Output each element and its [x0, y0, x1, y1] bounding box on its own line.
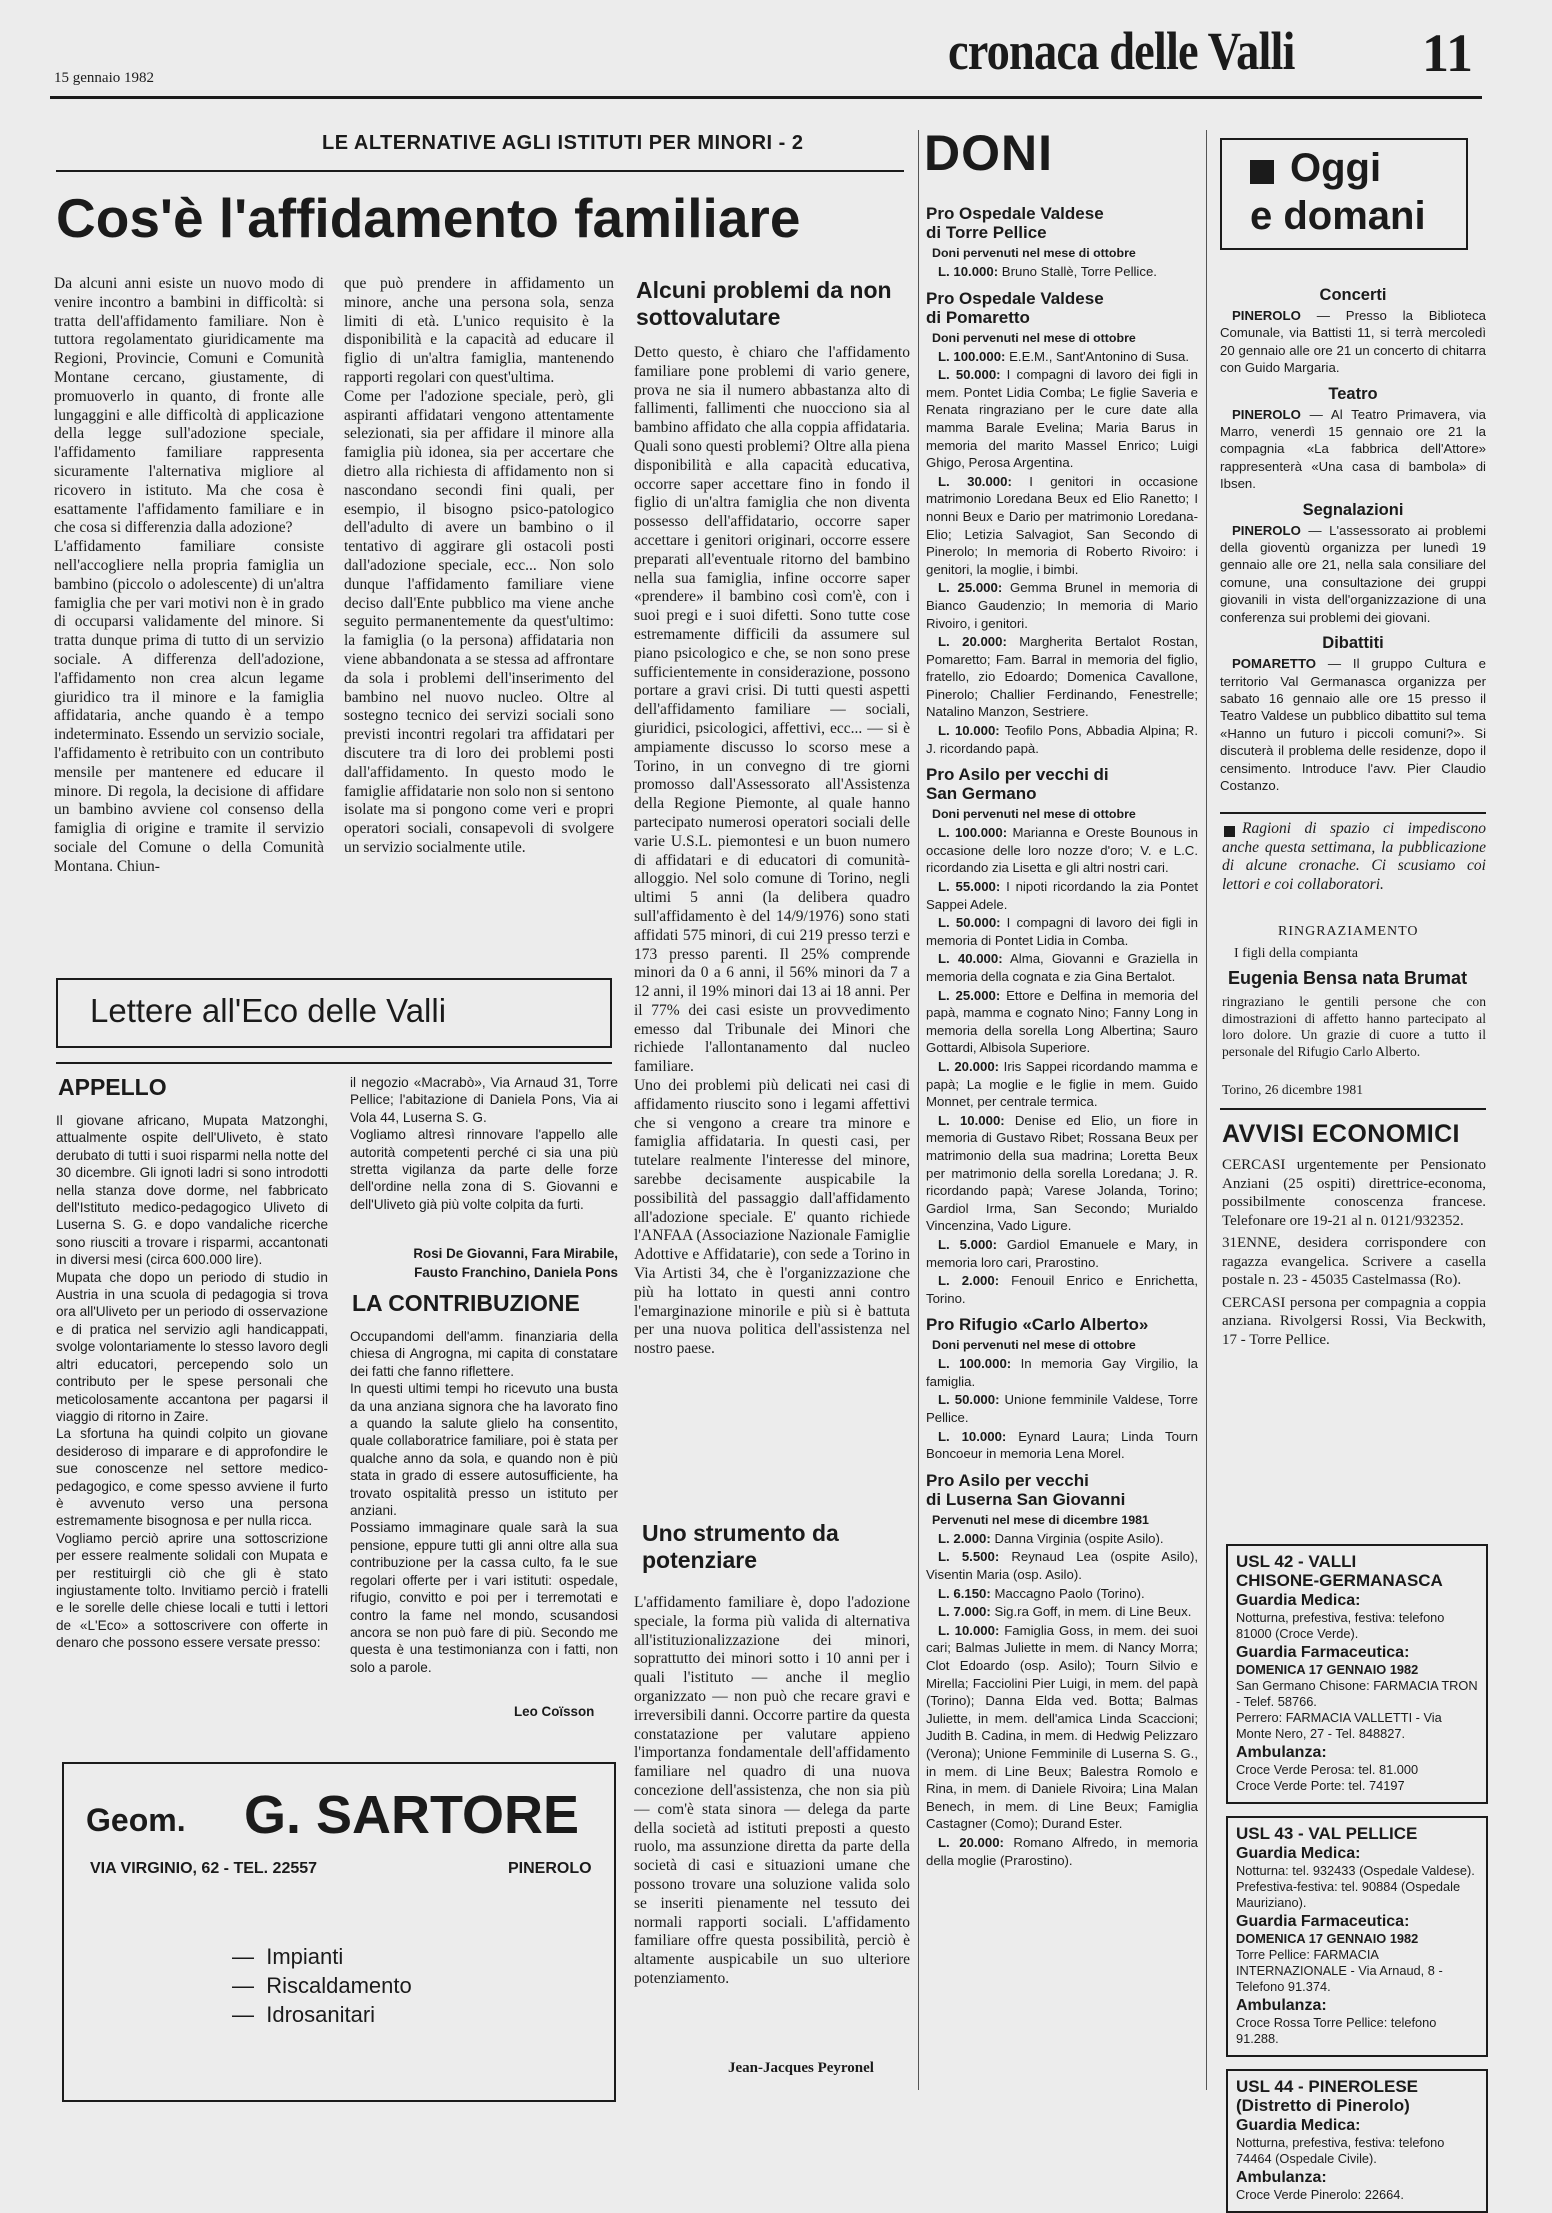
doni-entry — [926, 1548, 1198, 1583]
classified-keyword: CERCASI — [1222, 1294, 1286, 1311]
usl-service-heading: Guardia Medica: — [1236, 1592, 1361, 1609]
appello-signature: Rosi De Giovanni, Fara Mirabile, Fausto Franchino, Daniela Pons — [413, 1246, 618, 1280]
usl-service-line: Torre Pellice: FARMACIA INTERNAZIONALE - Via Arnaud, 8 - Telefono 91.374. — [1236, 1947, 1443, 1994]
doni-text: Danna Virginia (ospite Asilo). — [994, 1530, 1164, 1546]
classified-text: urgentemente per Pensionato Anziani (25 ospiti) direttrice-economa, possibilmente conoscenza francese. Telefonare ore 19-21 al n. 0121/932352. — [1222, 1157, 1486, 1229]
usl-service-line: San Germano Chisone: FARMACIA TRON - Telef. 58766. — [1236, 1678, 1478, 1709]
event-description: — Il gruppo Cultura e territorio Val Germanasca organizza per sabato 16 gennaio alle ore 15 presso il Teatro Valdese un pubblico dibattito sul tema «Hanno un futuro i piccoli comuni?». Si discuterà il problema delle residenze, dopo il censimento. Introduce l'avv. Pier Claudio Costanzo. — [1220, 656, 1486, 793]
ad-service-2: — Riscaldamento — [232, 1973, 412, 1998]
usl-box — [1226, 1816, 1488, 2057]
letters-section-title: Lettere all'Eco delle Valli — [90, 992, 447, 1029]
doni-amount: L. 6.150: — [938, 1585, 991, 1601]
doni-amount: L. 10.000: — [938, 1112, 1005, 1128]
usl-service-line: Notturna, prefestiva, festiva: telefono 74464 (Ospedale Civile). — [1236, 2135, 1445, 2166]
avvisi-list — [1222, 1156, 1486, 1536]
article-col-1: Da alcuni anni esiste un nuovo modo di venire incontro a bambini in difficoltà: si tratta dell'affidamento familiare. Non è tuttora regolamentato giuridicamente ma Regioni, Provincie, Comuni e Comunità Montane cercano, giustamente, di promuoverlo in quanto, di fronte alle lungaggini e alle difficoltà di applicazione della legge sull'adozione speciale, l'affidamento familiare rappresenta sicuramente l'alternativa migliore al ricovero in istituto. Ma che cosa è esattamente l'affidamento familiare e in che cosa si differenzia dalla adozione? L'affidamento familiare consiste nell'accogliere nella propria famiglia un bambino (piccolo o adolescente) di un'altra famiglia che per vari motivi non è in grado di occuparsi validamente del minore. Si tratta dunque prima di tutto di un servizio sociale. A differenza dell'adozione, l'affidamento non crea alcun legame giuridico tra il minore e la famiglia affidataria, anche quando è a tempo indeterminato. Essendo un servizio sociale, l'affidamento è retribuito con un contributo mensile per mantenere ed educare il minore. Di regola, la decisione di affidare un bambino avviene col consenso della famiglia di origine e tramite il servizio sociale del Comune o della Comunità Montana. Chiun- — [54, 275, 324, 875]
event-category-heading: Concerti — [1319, 286, 1387, 304]
doni-text: Bruno Stallè, Torre Pellice. — [1001, 264, 1157, 279]
event-text — [1220, 522, 1486, 626]
doni-entry — [926, 1391, 1198, 1426]
doni-group-subtitle: Doni pervenuti nel mese di ottobre — [932, 1338, 1136, 1353]
ad-city: PINEROLO — [508, 1860, 592, 1877]
doni-entry — [926, 1355, 1198, 1390]
article-col-3a: Detto questo, è chiaro che l'affidamento familiare pone problemi di vario genere, prova ne sia il numero abbastanza alto di fallimenti, fallimenti che nuocciono sia al bambino affidato che alla coppia affidataria. Quali sono questi problemi? Oltre alla piena disponibilità e alla capacità educativa, occorre saper accettare fino in fondo il figlio di un'altra famiglia che non diventa possesso dell'affidatario, occorre saper accettare i genitori originari, occorre essere preparati all'eventuale ritorno del bambino nella sua famiglia, infine occorre saper «prendere» il bambino così com'è, con i suoi pregi e i suoi difetti. Sono tutte cose estremamente difficili da assumere sul piano psicologico e che, se non sono prese sufficientemente in considerazione, possono portare a gravi crisi. Di tutti questi aspetti dell'affidamento familiare — sociali, giuridici, psicologici, affettivi, ecc... — si è ampiamente discusso lo scorso mese a Torino, in un convegno di tre giorni promosso dall'Assessorato all'Assistenza della Regione Piemonte, al quale hanno partecipato numerosi operatori sociali delle varie U.S.L. piemontesi e un buon numero di affidatari e di educatori di comunità-alloggio. Nel solo comune di Torino, negli ultimi 5 anni (la delibera quadro sull'affidamento è del 14/9/1976) sono stati affidati 575 minori, di cui 219 presso terzi e 173 presso parenti. Il 25% comprende minori da 0 a 6 anni, il 56% minori da 7 a 12 anni, il 19% minori dai 13 ai 18 anni. Per il 77% dei casi esiste un provvedimento emesso dal Tribunale dei Minori che richiede l'allontanamento dal nucleo familiare. Uno dei problemi più delicati nei casi di affidamento riuscito sono i legami affettivi che si vengono a creare tra minore e famiglia affidataria. In questi casi, per tutelare realmente l'interesse del minore, sarebbe decisamente auspicabile la possibilità del passaggio dall'affidamento all'adozione speciale. E' quanto richiede l'ANFAA (Associazione Nazionale Famiglie Adottive e Affidatarie), con sede a Torino in Via Artisti 34, che è l'organizzazione che più ha lottato in questi anni contro l'emarginazione minorile e più si è battuta per una nuova politica dell'assistenza nel nostro paese. — [634, 344, 910, 1358]
event-description: — Presso la Biblioteca Comunale, via Battisti 11, si terrà mercoledì 20 gennaio alle ore 21 un concerto di chitarra con Guido Margaria. — [1220, 308, 1486, 376]
usl-service-line: Croce Verde Pinerolo: 22664. — [1236, 2187, 1404, 2202]
doni-text: Sig.ra Goff, in mem. di Line Beux. — [994, 1604, 1192, 1620]
doni-text: Famiglia Goss, in mem. dei suoi cari; Balmas Juliette in mem. di Nancy Morra; Clot Edoardo (osp. Asilo); Tourn Silvio e Mirella; Facciolini Pier Luigi, in mem. del papà (Torino); Danna Elda ved. Botta; Balmas Juliette, in mem. dell'amica Linda Scaccioni; Judith B. Cadina, in mem. di Hedwig Pelizzaro (Verona); Unione Femminile di Luserna S. G., in mem. di Line Beux; Balestra Romolo e Rina, in mem. di Daniele Rivoira; Lina Malan Benech, in mem. di Line Beux; Famiglia Castagner (Como); Durand Ester. — [926, 1622, 1198, 1832]
usl-service-heading: Ambulanza: — [1236, 2169, 1327, 2186]
doni-amount: L. 55.000: — [938, 879, 1001, 895]
avvisi-title: AVVISI ECONOMICI — [1222, 1120, 1460, 1148]
doni-text: Margherita Bertalot Rostan, Pomaretto; Fam. Barral in memoria del figlio, fratello, zio Edoardo; Domenica Cavallone, Pinerolo; Challier Ferdinando, Fenestrelle; Natalino Manzon, Sestriere. — [926, 634, 1198, 720]
doni-amount: L. 50.000: — [938, 1392, 1000, 1408]
doni-entry — [926, 1603, 1198, 1621]
usl-service-line: Notturna, prefestiva, festiva: telefono 81000 (Croce Verde). — [1236, 1610, 1445, 1641]
doni-entry — [926, 1112, 1198, 1235]
usl-service-heading: Ambulanza: — [1236, 1997, 1327, 2014]
usl-box — [1226, 2069, 1488, 2213]
doni-text: Marianna e Oreste Bounous in occasione delle loro nozze d'oro; V. e L.C. ricordando zia Lisetta e gli altri nostri cari. — [926, 825, 1198, 876]
page-number: 11 — [1422, 23, 1474, 83]
event-category-heading: Teatro — [1328, 384, 1378, 403]
doni-title: DONI — [924, 125, 1053, 181]
doni-amount: L. 100.000: — [938, 825, 1008, 841]
doni-amount: L. 25.000: — [938, 987, 1001, 1003]
doni-amount: L. 10.000: — [938, 723, 1000, 739]
doni-text: In memoria Gay Virgilio, la famiglia. — [926, 1356, 1198, 1389]
classified-keyword: 31ENNE — [1222, 1235, 1277, 1251]
oggi-square-icon — [1250, 160, 1274, 184]
newspaper-title: cronaca delle Valli — [948, 21, 1295, 81]
letters-rule — [56, 1062, 612, 1064]
doni-text: I compagni di lavoro dei figli in mem. Pontet Lidia Comba; Le figlie Saveria e Renata ringraziano per le cure date alla mamma Barale Evelina; Maria Barus in memoria del marito Massel Enrico; Luigi Ghigo, Perosa Argentina. — [926, 367, 1198, 471]
doni-text: Fenouil Enrico e Enrichetta, Torino. — [926, 1273, 1198, 1306]
usl-service-line: Notturna: tel. 932433 (Ospedale Valdese). — [1236, 1863, 1475, 1878]
doni-entry — [926, 1585, 1198, 1603]
usl-box — [1226, 1544, 1488, 1804]
usl-service-heading: Guardia Farmaceutica: — [1236, 1644, 1410, 1661]
article-headline: Cos'è l'affidamento familiare — [56, 187, 801, 249]
doni-amount: L. 20.000: — [938, 634, 1007, 650]
thanks-place-date: Torino, 26 dicembre 1981 — [1222, 1082, 1363, 1097]
classified-ad — [1222, 1156, 1486, 1230]
article-kicker: LE ALTERNATIVE AGLI ISTITUTI PER MINORI - 2 — [322, 132, 804, 154]
thanks-title: RINGRAZIAMENTO — [1278, 924, 1419, 939]
space-notice: Ragioni di spazio ci impediscono anche questa settimana, la pubblicazione di alcune cronache. Ci scusiamo coi lettori e coi collaboratori. — [1222, 820, 1486, 893]
doni-amount: L. 100.000: — [938, 1356, 1012, 1372]
contribuzione-signature: Leo Coïsson — [514, 1704, 595, 1719]
usl-title: USL 43 - VAL PELLICE — [1236, 1824, 1418, 1843]
doni-text: Maccagno Paolo (Torino). — [994, 1585, 1145, 1601]
event-text — [1220, 406, 1486, 493]
doni-group-heading: Pro Ospedale Valdese di Pomaretto — [926, 288, 1104, 327]
usl-service-line: Croce Verde Porte: tel. 74197 — [1236, 1778, 1405, 1793]
appello-continued: il negozio «Macrabò», Via Arnaud 31, Torre Pellice; l'abitazione di Daniela Pons, Via ai Vola 44, Luserna S. G. Vogliamo altresì rinnovare l'appello alle autorità competenti perché ci sia una più stretta vigilanza da parte delle forze dell'ordine nella zona di S. Giovanni e dell'Uliveto già più volte colpita da furti. — [350, 1075, 618, 1212]
doni-amount: L. 10.000: — [938, 1428, 1007, 1444]
doni-amount: L. 2.000: — [938, 1530, 991, 1546]
event-text — [1220, 655, 1486, 794]
usl-service-heading: Guardia Farmaceutica: — [1236, 1913, 1410, 1930]
thanks-name: Eugenia Bensa nata Brumat — [1228, 968, 1468, 988]
article-subhead-strument: Uno strumento da potenziare — [642, 1520, 839, 1573]
doni-text: Alma, Giovanni e Graziella in memoria della cognata e zia Gina Bertalot. — [926, 951, 1198, 984]
ad-address: VIA VIRGINIO, 62 - TEL. 22557 — [90, 1860, 318, 1877]
column-divider — [918, 130, 919, 2090]
doni-text: Ettore e Delfina in memoria del papà, mamma e cognato Nino; Fanny Long in memoria della sorella Long Albertina; Sauro Gottardi, Albisola Superiore. — [926, 987, 1198, 1056]
doni-entry — [926, 263, 1198, 281]
doni-group-heading: Pro Rifugio «Carlo Alberto» — [926, 1315, 1149, 1335]
thanks-text: ringraziano le gentili persone che con dimostrazioni di affetto hanno partecipato al loro dolore. Un grazie di cuore a tutto il personale del Rifugio Carlo Alberto. — [1222, 994, 1486, 1059]
article-col-3b: L'affidamento familiare è, dopo l'adozione speciale, la forma più valida di alternativa all'istituzionalizzazione dei minori, soprattutto dei minori sotto i 10 anni per i quali l'istituto — anche il meglio organizzato — non può che recare gravi e irreversibili danni. Occorre partire da questa constatazione per valutare appieno l'importanza fondamentale dell'affidamento familiare nel quadro di una nuova concezione dell'assistenza, che non sia più — com'è stata sinora — delega da parte della società ad istituti preposti a questo ruolo, ma assunzione diretta da parte della società di casi e situazioni umane che possono trovare una soluzione valida solo se inseriti pienamente nel tessuto dei normali rapporti sociali. L'affidamento familiare offre questa possibilità, perciò è altamente auspicabile un suo ulteriore potenziamento. — [634, 1594, 910, 1987]
usl-service-line: Croce Verde Perosa: tel. 81.000 — [1236, 1762, 1419, 1777]
article-author: Jean-Jacques Peyronel — [728, 2060, 874, 2076]
event-category-heading: Dibattiti — [1322, 634, 1384, 653]
doni-group-heading: Pro Asilo per vecchi di Luserna San Giovanni — [926, 1470, 1126, 1509]
usl-service-heading: Ambulanza: — [1236, 1744, 1327, 1761]
doni-group-subtitle: Doni pervenuti nel mese di ottobre — [932, 330, 1136, 345]
oggi-title-1: Oggi — [1290, 146, 1382, 190]
doni-amount: L. 20.000: — [938, 1058, 1000, 1074]
event-description: — L'assessorato ai problemi della gioventù organizza per lunedì 19 gennaio alle ore 21, nella sala consiliare del comune, una consultazione dei gruppi giovanili in vista dell'organizzazione di una conferenza sui problemi dei giovani. — [1220, 522, 1486, 625]
doni-group-subtitle: Pervenuti nel mese di dicembre 1981 — [932, 1512, 1149, 1527]
doni-text: Gardiol Emanuele e Mary, in memoria loro cari, Prarostino. — [926, 1236, 1198, 1270]
doni-amount: L. 10.000: — [938, 1622, 1000, 1638]
doni-entry — [926, 1272, 1198, 1307]
doni-amount: L. 2.000: — [938, 1273, 1000, 1289]
classified-text: , desidera corrispondere con ragazza evangelica. Scrivere a casella postale n. 23 - 45035 Castelmassa (Ro). — [1222, 1235, 1486, 1288]
doni-entry — [926, 987, 1198, 1057]
thanks-rule — [1220, 1108, 1486, 1110]
doni-entry — [926, 1058, 1198, 1111]
doni-entry — [926, 878, 1198, 913]
doni-amount: L. 100.000: — [938, 348, 1006, 364]
doni-entry — [926, 579, 1198, 632]
doni-entry — [926, 473, 1198, 579]
usl-list — [1226, 1544, 1488, 2202]
usl-service-line: DOMENICA 17 GENNAIO 1982 — [1236, 1931, 1419, 1946]
doni-amount: L. 30.000: — [938, 473, 1012, 489]
contribuzione-title: LA CONTRIBUZIONE — [352, 1290, 580, 1316]
doni-text: I genitori in occasione matrimonio Loredana Beux ed Elio Ranetto; I nonni Beux e Dario per matrimonio Loredana-Elio; Letizia Salvagiot, San Secondo di Pinerolo; In memoria di Roberto Rivoiro: i genitori, la moglie, i bimbi. — [926, 473, 1198, 577]
doni-entry — [926, 824, 1198, 877]
ad-service-3: — Idrosanitari — [232, 2002, 376, 2027]
event-place: PINEROLO — [1232, 522, 1301, 538]
appello-text: Il giovane africano, Mupata Matzonghi, attualmente ospite dell'Uliveto, è stato derubato di tutti i suoi risparmi nella notte del 30 dicembre. Gli ignoti ladri si sono introdotti nella stanza dove dorme, nel fabbricato dell'Istituto medico-pedagogico Uliveto di Luserna S. G. e dopo vandaliche ricerche sono riusciti a trovare i risparmi, accantonati in diversi mesi (circa 600.000 lire). Mupata che dopo un periodo di studio in Austria in una scuola di pedagogia si trova ora all'Uliveto per un periodo di osservazione e di pratica nel servizio agli handicappati, svolge volontariamente lo stesso lavoro degli altri educatori, percependo solo un contributo per le spese personali che meticolosamente accantona per pagarsi il viaggio di ritorno in Zaire. La sfortuna ha quindi colpito un giovane desideroso di imparare e di approfondire le sue conoscenze nel settore medico-pedagogico, e come spesso avviene il furto è avvenuto verso una persona estremamente bisognosa e per nulla ricca. Vogliamo perciò aprire una sottoscrizione per essere realmente solidali con Mupata e per restituirgli ciò che gli è stato ingiustamente tolto. Invitiamo perciò i fratelli e le sorelle delle chiese locali e tutti i lettori de «L'Eco» a sottoscrivere con offerte in denaro che possono essere versate presso: — [56, 1113, 328, 1651]
doni-entry — [926, 722, 1198, 757]
doni-amount: L. 50.000: — [938, 915, 1001, 931]
event-category-heading: Segnalazioni — [1302, 500, 1404, 519]
doni-group-subtitle: Doni pervenuti nel mese di ottobre — [932, 807, 1136, 822]
column-divider-2 — [1206, 130, 1207, 2090]
contribuzione-text: Occupandomi dell'amm. finanziaria della chiesa di Angrogna, mi capita di constatare dei fatti che fanno riflettere. In questi ultimi tempi ho ricevuto una busta da una anziana signora che ha lavorato fino a quando la salute glielo ha consentito, quale collaboratrice familiare, poi è stata per qualche anno da sola, e quando non è più stata in grado di essere autosufficiente, ha trovato ospitalità presso un istituto per anziani. Possiamo immaginare quale sarà la sua pensione, eppure tutti gli anni oltre alla sua contribuzione per la cassa culto, fa le sue regolari offerte per i vari istituti: ospedale, rifugio, convitto e poi per i terremotati e contro la fame nel mondo, scusandosi ancora se non può fare di più. Secondo me questa è una testimonianza con i fatti, non solo a parole. — [350, 1329, 618, 1675]
ad-name-prefix: Geom. — [86, 1802, 186, 1838]
classified-ad — [1222, 1294, 1486, 1350]
doni-amount: L. 50.000: — [938, 367, 1001, 383]
doni-entry — [926, 1428, 1198, 1463]
issue-date: 15 gennaio 1982 — [54, 70, 154, 86]
doni-text: I nipoti ricordando la zia Pontet Sappei Adele. — [926, 879, 1198, 912]
classified-keyword: CERCASI — [1222, 1157, 1286, 1173]
doni-amount: L. 25.000: — [938, 580, 1003, 596]
doni-list — [926, 196, 1198, 2096]
doni-text: Denise ed Elio, un fiore in memoria di Gustavo Ribet; Rossana Beux per matrimonio della sua madrina; Loretta Beux per matrimonio della sorella Loredana; J. R. ricordando papà; Varese Jolanda, Torino; Gardiol Irma, San Secondo; Murialdo Vincenzina, Vado Ligure. — [926, 1112, 1198, 1234]
doni-entry — [926, 1530, 1198, 1548]
doni-entry — [926, 914, 1198, 949]
doni-text: Eynard Laura; Linda Tourn Boncoeur in memoria Lena Morel. — [926, 1428, 1198, 1462]
usl-service-line: DOMENICA 17 GENNAIO 1982 — [1236, 1662, 1419, 1677]
usl-title: USL 44 - PINEROLESE (Distretto di Pinerolo) — [1236, 2077, 1419, 2115]
doni-group-heading: Pro Ospedale Valdese di Torre Pellice — [926, 204, 1104, 242]
classified-ad — [1222, 1234, 1486, 1290]
doni-entry — [926, 348, 1198, 366]
doni-text: Gemma Brunel in memoria di Bianco Gaudenzio; In memoria di Mario Rivoiro, i genitori. — [926, 580, 1198, 631]
doni-amount: L. 20.000: — [938, 1834, 1004, 1850]
event-place: POMARETTO — [1232, 656, 1317, 672]
event-description: — Al Teatro Primavera, via Marro, venerdì 15 gennaio ore 21 la compagnia «La fabbrica dell'Attore» rappresenterà «Una casa di bambola» di Ibsen. — [1220, 406, 1486, 492]
doni-amount: L. 5.000: — [938, 1236, 998, 1252]
doni-group-heading: Pro Asilo per vecchi di San Germano — [926, 765, 1109, 804]
article-subhead-problems: Alcuni problemi da non sottovalutare — [636, 277, 892, 330]
usl-service-line: Perrero: FARMACIA VALLETTI - Via Monte Nero, 27 - Tel. 848827. — [1236, 1710, 1442, 1741]
masthead-rule — [50, 96, 1482, 99]
usl-title: USL 42 - VALLI CHISONE-GERMANASCA — [1236, 1552, 1443, 1590]
doni-entry — [926, 633, 1198, 721]
doni-text: E.E.M., Sant'Antonino di Susa. — [1009, 348, 1190, 364]
doni-amount: L. 7.000: — [938, 1604, 991, 1620]
article-col-2: que può prendere in affidamento un minore, anche una persona sola, senza limiti di età. L'unico requisito è la disponibilità e la capacità ad educare il figlio di un'altra famiglia, mantenendo rapporti regolari con quest'ultima. Come per l'adozione speciale, però, gli aspiranti affidatari vengono attentamente selezionati, sia per affidare il minore alla famiglia più idonea, sia per accertare che dietro alla richiesta di affidamento non si nascondano secondi fini quali, per esempio, il bisogno psico-patologico dell'adulto di avere un bambino o il tentativo di aggirare gli ostacoli posti dall'adozione speciale, ecc... Non solo dunque l'affidamento familiare viene deciso dall'Ente pubblico ma viene anche seguito permanentemente da quest'ultimo: la famiglia (o la persona) affidataria non viene abbandonata a se stessa ad affrontare da sola i problemi dell'inserimento del bambino nel nuovo nucleo. Oltre al sostegno tecnico dei servizi sociali sono previsti incontri regolari tra affidatari per discutere tra di loro dei problemi posti dall'affidamento. In questo modo le famiglie affidatarie non solo non si sentono isolate ma si pongono come veri e propri operatori sociali, consapevoli di svolgere un servizio socialmente utile. — [344, 275, 614, 856]
doni-text: Reynaud Lea (ospite Asilo), Visentin Maria (osp. Asilo). — [926, 1549, 1198, 1583]
doni-text: Iris Sappei ricordando mamma e papà; La moglie e le figlie in mem. Guido Monnet, per centrale termica. — [926, 1058, 1198, 1110]
doni-text: I compagni di lavoro dei figli in memoria di Pontet Lidia in Comba. — [926, 915, 1198, 948]
doni-entry — [926, 1834, 1198, 1869]
event-text — [1220, 307, 1486, 377]
event-place: PINEROLO — [1232, 406, 1301, 422]
doni-entry — [926, 1622, 1198, 1833]
appello-title: APPELLO — [58, 1074, 167, 1100]
ad-name: G. SARTORE — [244, 1785, 580, 1845]
doni-entry — [926, 1236, 1198, 1271]
thanks-line: I figli della compianta — [1234, 946, 1359, 961]
oggi-rule — [1220, 812, 1486, 814]
usl-service-line: Prefestiva-festiva: tel. 90884 (Ospedale Mauriziano). — [1236, 1879, 1461, 1910]
doni-amount: L. 5.500: — [938, 1549, 1000, 1565]
ad-service-1: — Impianti — [232, 1944, 344, 1969]
oggi-title-2: e domani — [1250, 194, 1426, 238]
kicker-rule — [56, 170, 904, 172]
doni-entry — [926, 950, 1198, 985]
doni-amount: L. 40.000: — [938, 951, 1003, 967]
event-place: PINEROLO — [1232, 308, 1301, 323]
usl-service-heading: Guardia Medica: — [1236, 1845, 1361, 1862]
doni-text: Teofilo Pons, Abbadia Alpina; R. J. ricordando papà. — [926, 723, 1198, 756]
usl-service-line: Croce Rossa Torre Pellice: telefono 91.288. — [1236, 2015, 1437, 2046]
doni-entry — [926, 366, 1198, 472]
oggi-list — [1220, 278, 1486, 818]
usl-service-heading: Guardia Medica: — [1236, 2117, 1361, 2134]
classified-text: persona per compagnia a coppia anziana. Rivolgersi Rossi, Via Beckwith, 17 - Torre Pellice. — [1222, 1294, 1486, 1348]
doni-amount: L. 10.000: — [938, 264, 999, 279]
doni-text: Unione femminile Valdese, Torre Pellice. — [926, 1392, 1198, 1426]
doni-group-subtitle: Doni pervenuti nel mese di ottobre — [932, 246, 1136, 260]
doni-text: Romano Alfredo, in memoria della moglie (Prarostino). — [926, 1834, 1198, 1868]
